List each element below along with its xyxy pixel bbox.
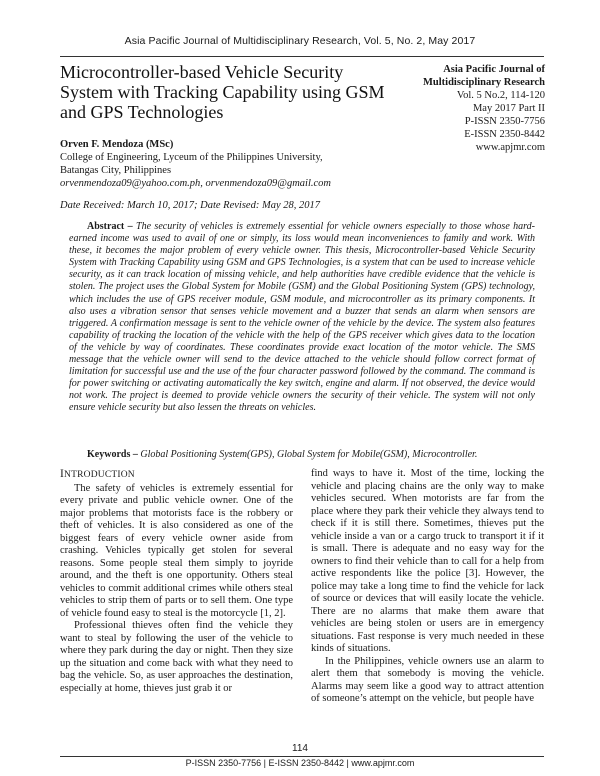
author-block (60, 138, 390, 190)
journal-pissn: P-ISSN 2350-7756 (464, 116, 545, 127)
page-number: 114 (292, 743, 308, 754)
author-affiliation-line2: Batangas City, Philippines (60, 165, 172, 176)
keywords (69, 449, 535, 461)
author-affiliation-line1: College of Engineering, Lyceum of the Philippines University, (60, 152, 323, 163)
journal-website: www.apjmr.com (475, 142, 545, 153)
footer-rule (60, 756, 544, 757)
journal-info-box (395, 63, 545, 154)
abstract-text: The security of vehicles is extremely essential for vehicle owners especially to those whose hard-earned income was used to avail of one or simply, its loss would mean inconveniences to family and work. With these, it becomes the major problem of every vehicle owner. This thesis, Microcontroller-based Vehicle Security System with Tracking Capability using GSM and GPS Technologies, is a system that can be used to increase vehicle security, as it can track location of missing vehicle, and help authorities have credible evidence that the vehicle is stolen. The project uses the Global System for Mobile (GSM) and the Global Positioning System (GPS) technology, which includes the use of GPS receiver module, GSM module, and microcontroller as its primary components. It also uses a vibration sensor that senses vehicle movement and a buzzer that sends an alarm when sensors are triggered. A confirmation message is sent to the vehicle owner of the vehicle by the device. The system also features capability of tracking the location of the vehicle with the help of the GPS receiver which gives data to the location of the vehicle by way of coordinates. These coordinates provide exact location of the motor vehicle. The SMS message that the vehicle owner will send to the device attached to the vehicle should follow correct format of limitation for successful use and the use of the four character password followed by the command. The command is for power switching or activating automatically the key switch, engine and alarm. If not observed, the device would not work. The project is deemed to provide vehicle owners the security of their vehicle. The system will not only ensure vehicle security but also lessen the threats on vehicles. (69, 221, 536, 414)
body-paragraph: find ways to have it. Most of the time, locking the vehicle and placing chains are the only way to make vehicles secured. When motorists are far from the place where they park their vehicle they always tend to check if it is still there. Sometimes, thieves put the vehicle inside a van or a cargo truck to transport it if it is small. There is adequate and no easy way for the owners to find their vehicle than to call for a help from active respondents like the police [3]. However, the police may take a long time to find the vehicle for lack of source or devices that will easily locate the vehicle. There are no alarms that make them aware that vehicles are being stolen or users are in emergency situations. Fast response is very much needed in these kinds of situations. (311, 468, 544, 654)
abstract-label: Abstract – (87, 221, 133, 232)
paper-title: Microcontroller-based Vehicle Security System with Tracking Capability using GSM and GPS Technologies (60, 62, 385, 122)
footer: P-ISSN 2350-7756 | E-ISSN 2350-8442 | www.apjmr.com (185, 758, 415, 768)
received-revised-dates: Date Received: March 10, 2017; Date Revised: May 28, 2017 (60, 200, 320, 211)
author-name: Orven F. Mendoza (MSc) (60, 139, 174, 150)
journal-eissn: E-ISSN 2350-8442 (464, 129, 545, 140)
body-column-left (60, 468, 293, 695)
abstract (69, 221, 535, 415)
journal-name-line2: Multidisciplinary Research (422, 77, 545, 88)
keywords-label: Keywords – (87, 449, 138, 460)
running-head: Asia Pacific Journal of Multidisciplinary Research, Vol. 5, No. 2, May 2017 (124, 35, 476, 47)
journal-date: May 2017 Part II (472, 103, 545, 114)
body-column-right (311, 468, 544, 706)
journal-name-line1: Asia Pacific Journal of (443, 64, 545, 75)
body-paragraph: In the Philippines, vehicle owners use an alarm to alert them that somebody is moving the vehicle. Alarms may seem like a good way to attract attention of someone’s attempt on the vehicle, but people have (311, 655, 544, 704)
header-rule (60, 56, 544, 57)
section-heading-introduction: INTRODUCTION (60, 468, 135, 480)
journal-volume: Vol. 5 No.2, 114-120 (456, 90, 545, 101)
keywords-text: Global Positioning System(GPS), Global System for Mobile(GSM), Microcontroller. (140, 449, 478, 460)
body-paragraph: The safety of vehicles is extremely essential for every private and public vehicle owner. One of the major problems that motorists face is the robbery or theft of vehicles. It is also considered as one of the biggest fears of every vehicle owner aside from crashing. Vehicles typically get stolen for several reasons. Some people steal them simply to joyride around, and the theft is one opportunity. Others steal vehicles to commit additional crimes while others steal vehicles to strip them of parts or to sell them. One type of vehicle found easy to steal is the motorcycle [1, 2]. (60, 482, 293, 619)
body-paragraph: Professional thieves often find the vehicle they want to steal by following the user of the vehicle to where they park during the day or night. Then they size up the situation and come back with what they need to bag the vehicle. So, as user approaches the destination, especially at home, thieves just grab it or (60, 620, 293, 694)
author-emails: orvenmendoza09@yahoo.com.ph, orvenmendoza09@gmail.com (60, 178, 331, 189)
